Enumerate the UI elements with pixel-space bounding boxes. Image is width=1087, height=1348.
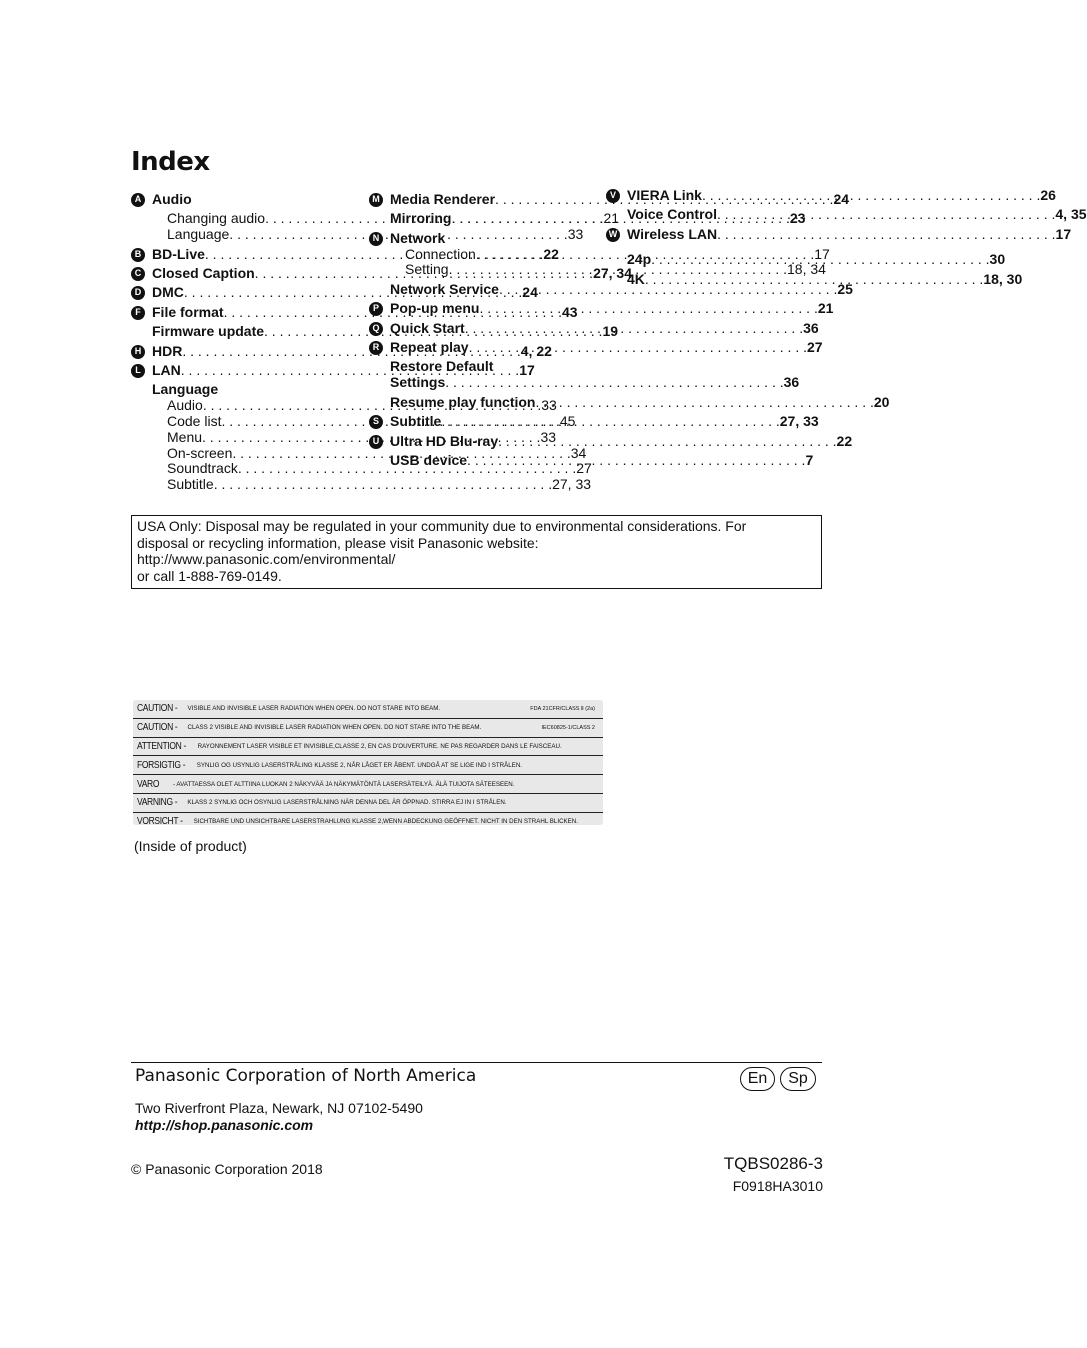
index-entry: F File format . . . 43 bbox=[131, 305, 341, 321]
company-name: Panasonic Corporation of North America bbox=[135, 1066, 477, 1086]
letter-r-badge: R bbox=[369, 341, 383, 355]
company-url: http://shop.panasonic.com bbox=[135, 1117, 314, 1133]
letter-q-badge: Q bbox=[369, 322, 383, 336]
image-caption: (Inside of product) bbox=[134, 838, 247, 854]
letter-s-badge: S bbox=[369, 415, 383, 429]
index-subentry: Soundtrack . . . 27 bbox=[131, 461, 341, 477]
index-entry: 4K . . . 18, 30 bbox=[606, 272, 816, 288]
index-entry: Settings . . . 36 bbox=[369, 375, 579, 391]
copyright: © Panasonic Corporation 2018 bbox=[131, 1161, 323, 1177]
notice-line: USA Only: Disposal may be regulated in your community due to environmental considerations. For bbox=[137, 518, 747, 534]
letter-b-badge: B bbox=[131, 248, 145, 262]
notice-url: http://www.panasonic.com/environmental/ bbox=[137, 551, 396, 567]
index-subentry: Connection . . . 17 bbox=[369, 247, 579, 263]
index-subentry: Audio . . . 33 bbox=[131, 398, 341, 414]
disposal-notice-box bbox=[131, 515, 822, 589]
print-code: F0918HA3010 bbox=[732, 1178, 823, 1194]
language-badge-en: En bbox=[740, 1067, 775, 1091]
laser-label-row: VARO - AVATTAESSA OLET ALTTIINA LUOKAN 2 NÄKYVÄÄ JA NÄKYMÄTÖNTÄ LASERSÄTEILYÄ. ÄLÄ TUIJOTA SÄTEESEEN. bbox=[133, 775, 603, 794]
laser-label-row: VORSICHT - SICHTBARE UND UNSICHTBARE LASERSTRAHLUNG KLASSE 2,WENN ABDECKUNG GEÖFFNET. NICHT IN DEN STRAHL BLICKEN. bbox=[137, 816, 578, 828]
index-entry: P Pop-up menu . . . 21 bbox=[369, 301, 579, 317]
index-entry: B BD-Live . . . 22 bbox=[131, 247, 341, 263]
document-code: TQBS0286-3 bbox=[723, 1154, 823, 1173]
footer-divider bbox=[131, 1062, 822, 1063]
laser-label-row: VARNING - KLASS 2 SYNLIG OCH OSYNLIG LASERSTRÅLNING NÄR DENNA DEL ÄR ÖPPNAD. STIRRA EJ IN I STRÅLEN. bbox=[133, 794, 603, 813]
index-subentry: Menu . . . 33 bbox=[131, 430, 341, 446]
index-entry: M Media Renderer . . . 24 bbox=[369, 192, 579, 208]
letter-c-badge: C bbox=[131, 267, 145, 281]
index-entry: Restore Default bbox=[390, 358, 494, 375]
index-subentry: Changing audio . . . 21 bbox=[131, 211, 341, 227]
index-entry: Voice Control . . . 4, 35 bbox=[606, 207, 816, 223]
letter-p-badge: P bbox=[369, 302, 383, 316]
letter-l-badge: L bbox=[131, 364, 145, 378]
index-subentry: Code list . . . 45 bbox=[131, 414, 341, 430]
letter-m-badge: M bbox=[369, 193, 383, 207]
index-entry: H HDR . . . 4, 22 bbox=[131, 344, 341, 360]
index-entry: Mirroring . . . 23 bbox=[369, 211, 579, 227]
index-entry: USB device . . . 7 bbox=[369, 453, 579, 469]
index-subentry: Setting . . . 18, 34 bbox=[369, 262, 579, 278]
index-entry: R Repeat play . . . 27 bbox=[369, 340, 579, 356]
laser-label-row: ATTENTION - RAYONNEMENT LASER VISIBLE ET INVISIBLE,CLASSE 2, EN CAS D'OUVERTURE. NE PAS REGARDER DANS LE FAISCEAU. bbox=[133, 738, 603, 757]
letter-h-badge: H bbox=[131, 345, 145, 359]
letter-u-badge: U bbox=[369, 435, 383, 449]
index-entry: U Ultra HD Blu-ray . . . 22 bbox=[369, 434, 579, 450]
index-entry: Resume play function . . . 20 bbox=[369, 395, 579, 411]
index-entry: L LAN . . . 17 bbox=[131, 363, 341, 379]
laser-label-row: CAUTION - VISIBLE AND INVISIBLE LASER RADIATION WHEN OPEN. DO NOT STARE INTO BEAM. FDA 21CFR/CLASS Ⅱ (2a) bbox=[133, 700, 603, 719]
laser-caution-label bbox=[133, 700, 603, 828]
letter-w-badge: W bbox=[606, 228, 620, 242]
index-subentry: Language . . . 33 bbox=[131, 227, 341, 243]
index-entry: D DMC . . . 24 bbox=[131, 285, 341, 301]
index-entry: W Wireless LAN . . . 17 bbox=[606, 227, 816, 243]
language-badge-sp: Sp bbox=[780, 1067, 816, 1091]
index-entry: C Closed Caption . . . 27, 34 bbox=[131, 266, 341, 282]
index-entry: Firmware update . . . 19 bbox=[131, 324, 341, 340]
index-subentry: On-screen . . . 34 bbox=[131, 446, 341, 462]
laser-label-row: CAUTION - CLASS 2 VISIBLE AND INVISIBLE LASER RADIATION WHEN OPEN. DO NOT STARE INTO THE BEAM. IEC60825-1/CLASS 2 bbox=[133, 719, 603, 738]
index-entry: A Audio bbox=[131, 192, 341, 208]
laser-label-row: FORSIGTIG - SYNLIG OG USYNLIG LASERSTRÅLING KLASSE 2, NÅR LÅGET ER ÅBENT. UNDGÅ AT SE LIGE IND I STRÅLEN. bbox=[133, 756, 603, 775]
index-entry: V VIERA Link . . . 26 bbox=[606, 188, 816, 204]
letter-a-badge: A bbox=[131, 193, 145, 207]
notice-line: or call 1-888-769-0149. bbox=[137, 567, 282, 584]
notice-line: disposal or recycling information, please visit Panasonic website: bbox=[137, 534, 539, 551]
page-title: Index bbox=[131, 147, 210, 177]
company-address: Two Riverfront Plaza, Newark, NJ 07102-5490 bbox=[135, 1100, 423, 1116]
letter-n-badge: N bbox=[369, 232, 383, 246]
letter-f-badge: F bbox=[131, 306, 145, 320]
index-entry: N Network bbox=[369, 231, 579, 247]
index-subentry: Subtitle . . . 27, 33 bbox=[131, 477, 341, 493]
letter-v-badge: V bbox=[606, 189, 620, 203]
index-entry: Q Quick Start . . . 36 bbox=[369, 321, 579, 337]
index-entry: Language bbox=[152, 381, 219, 398]
index-entry: S Subtitle . . . 27, 33 bbox=[369, 414, 579, 430]
index-entry: Network Service . . . 25 bbox=[369, 282, 579, 298]
index-entry: 24p . . . 30 bbox=[606, 252, 816, 268]
letter-d-badge: D bbox=[131, 286, 145, 300]
